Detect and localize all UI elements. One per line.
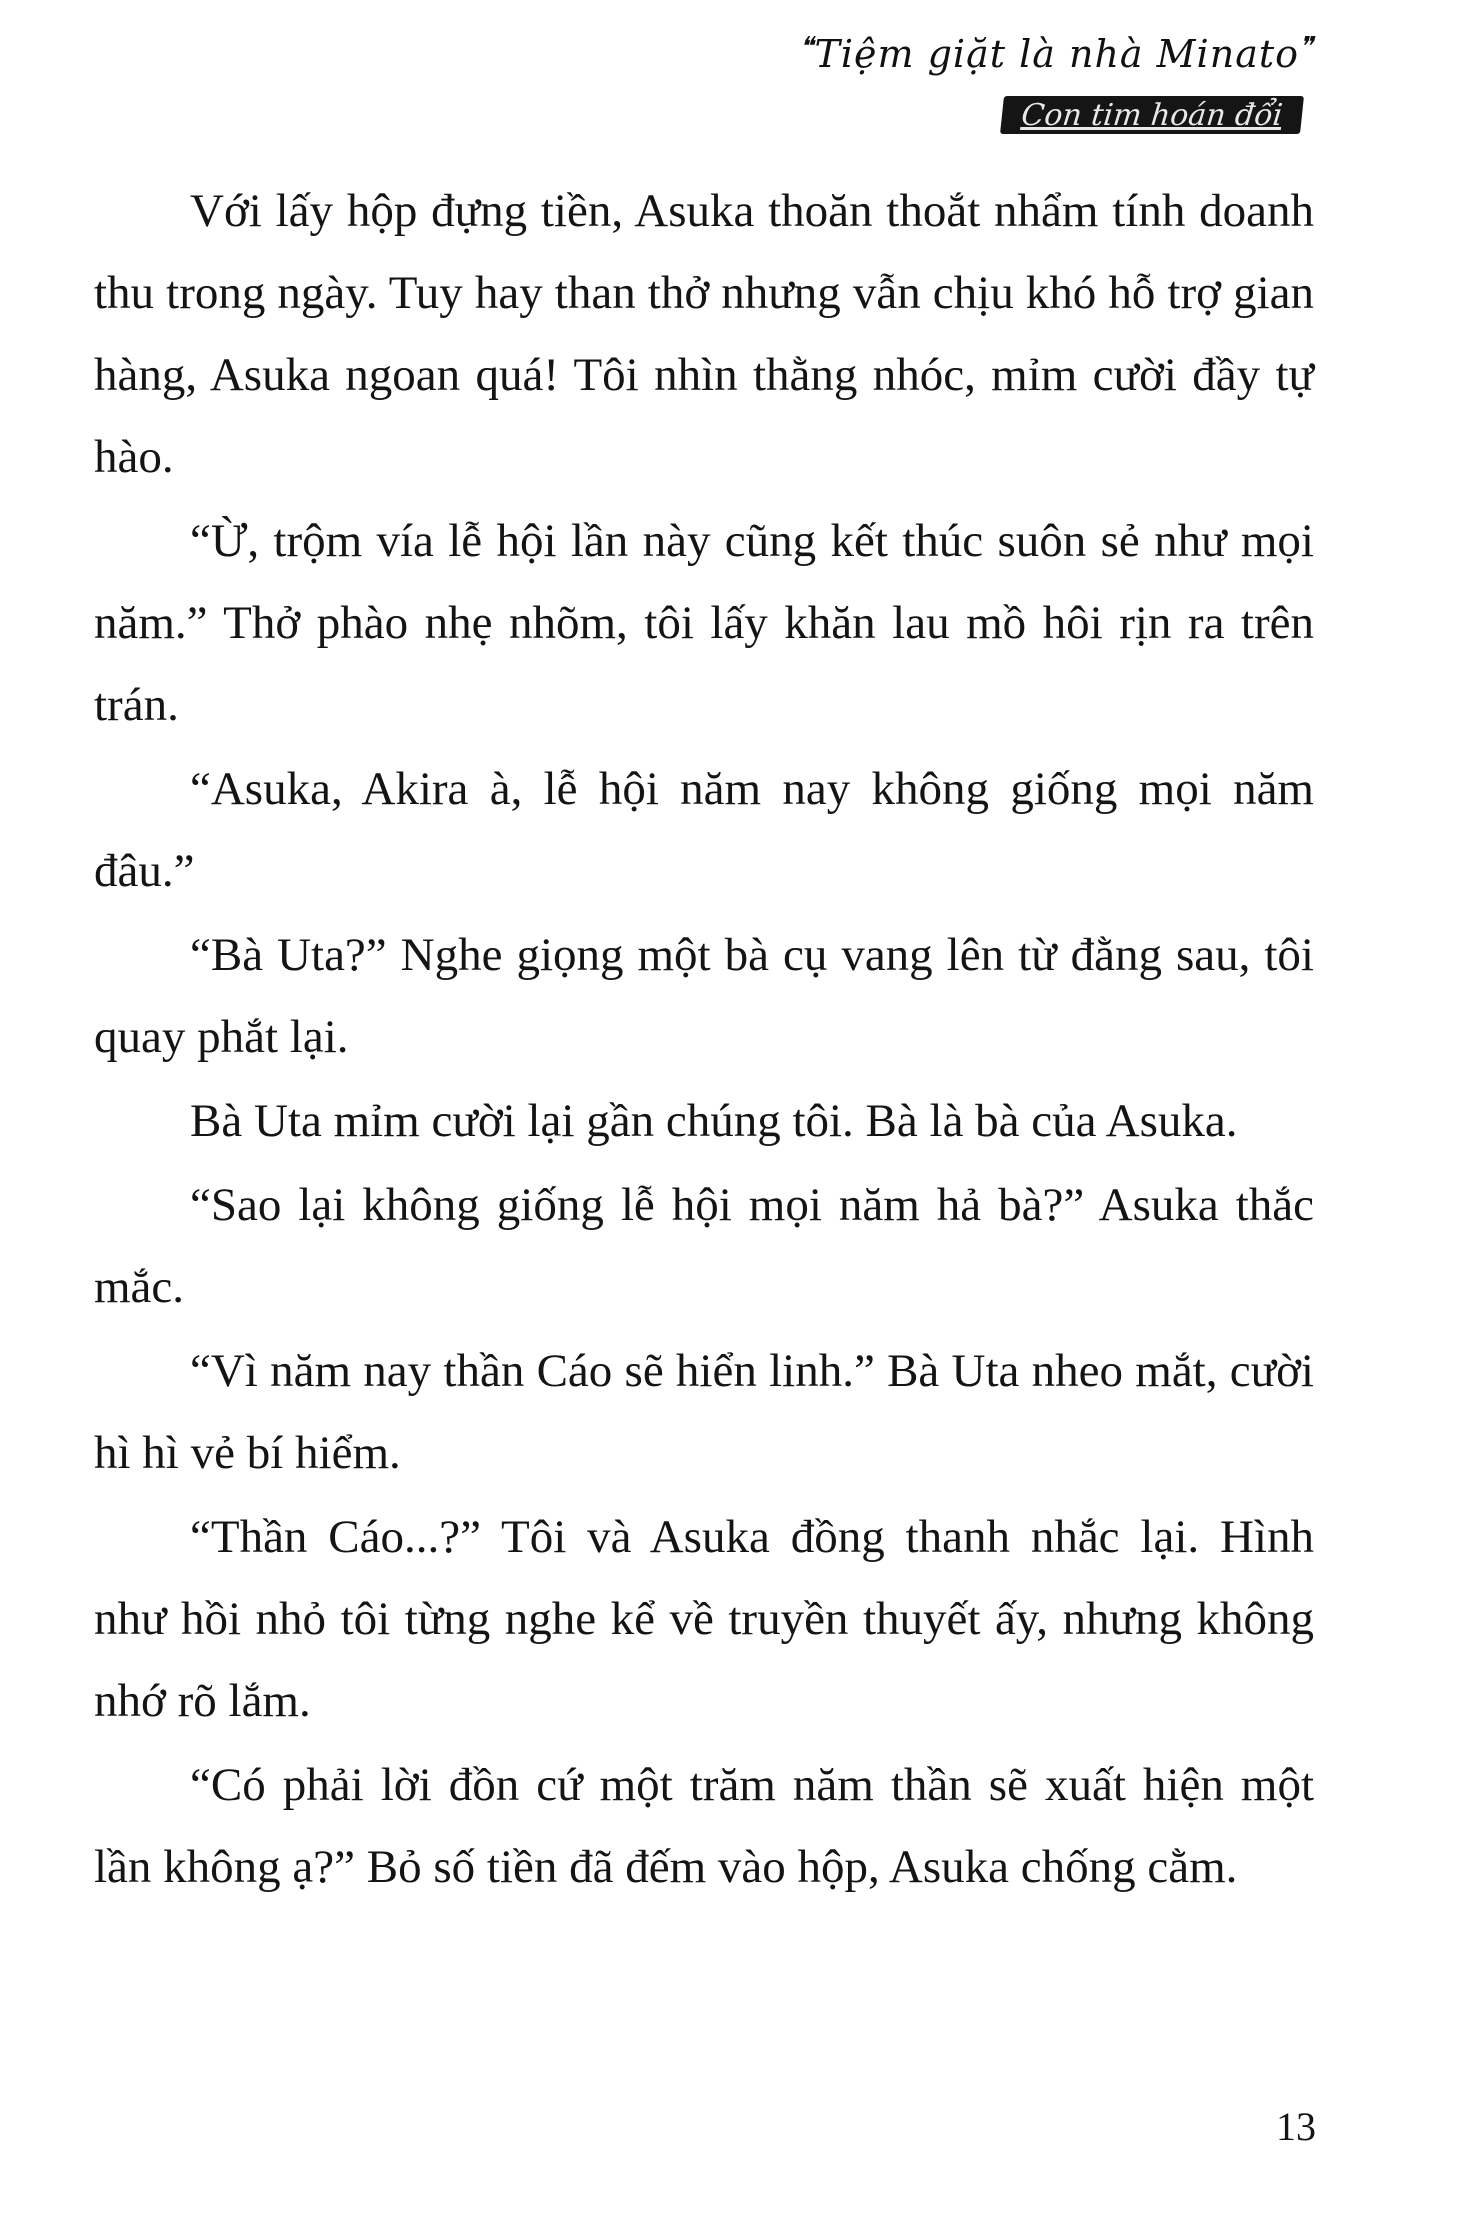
page-number: 13: [1276, 2104, 1316, 2149]
paragraph: “Có phải lời đồn cứ một trăm năm thần sẽ xuất hiện một lần không ạ?” Bỏ số tiền đã đếm vào hộp, Asuka chống cằm.: [94, 1759, 1314, 1893]
quote-mark-icon: ❝: [799, 32, 815, 62]
paragraph: “Ừ, trộm vía lễ hội lần này cũng kết thúc suôn sẻ như mọi năm.” Thở phào nhẹ nhõm, tôi lấy khăn lau mồ hôi rịn ra trên trán.: [94, 515, 1314, 731]
paragraph: Bà Uta mỉm cười lại gần chúng tôi. Bà là bà của Asuka.: [190, 1095, 1238, 1147]
paragraph: “Sao lại không giống lễ hội mọi năm hả bà?” Asuka thắc mắc.: [94, 1179, 1314, 1313]
book-subtitle-banner: [1000, 96, 1304, 134]
book-title-text: Tiệm giặt là nhà Minato: [814, 32, 1299, 76]
body-text: [94, 170, 1314, 1910]
paragraph: “Asuka, Akira à, lễ hội năm nay không giống mọi năm đâu.”: [94, 763, 1314, 897]
book-title: [800, 32, 1315, 76]
paragraph: “Thần Cáo...?” Tôi và Asuka đồng thanh nhắc lại. Hình như hồi nhỏ tôi từng nghe kể về truyền thuyết ấy, nhưng không nhớ rõ lắm.: [94, 1511, 1314, 1727]
paragraph: “Vì năm nay thần Cáo sẽ hiển linh.” Bà Uta nheo mắt, cười hì hì vẻ bí hiểm.: [94, 1345, 1314, 1479]
book-subtitle: Con tim hoán đổi: [1019, 97, 1285, 133]
running-header: [799, 20, 1314, 140]
paragraph: Với lấy hộp đựng tiền, Asuka thoăn thoắt nhẩm tính doanh thu trong ngày. Tuy hay than thở nhưng vẫn chịu khó hỗ trợ gian hàng, Asuka ngoan quá! Tôi nhìn thằng nhóc, mỉm cười đầy tự hào.: [94, 185, 1314, 483]
quote-mark-icon: ❞: [1299, 32, 1314, 62]
paragraph: “Bà Uta?” Nghe giọng một bà cụ vang lên từ đằng sau, tôi quay phắt lại.: [94, 929, 1314, 1063]
